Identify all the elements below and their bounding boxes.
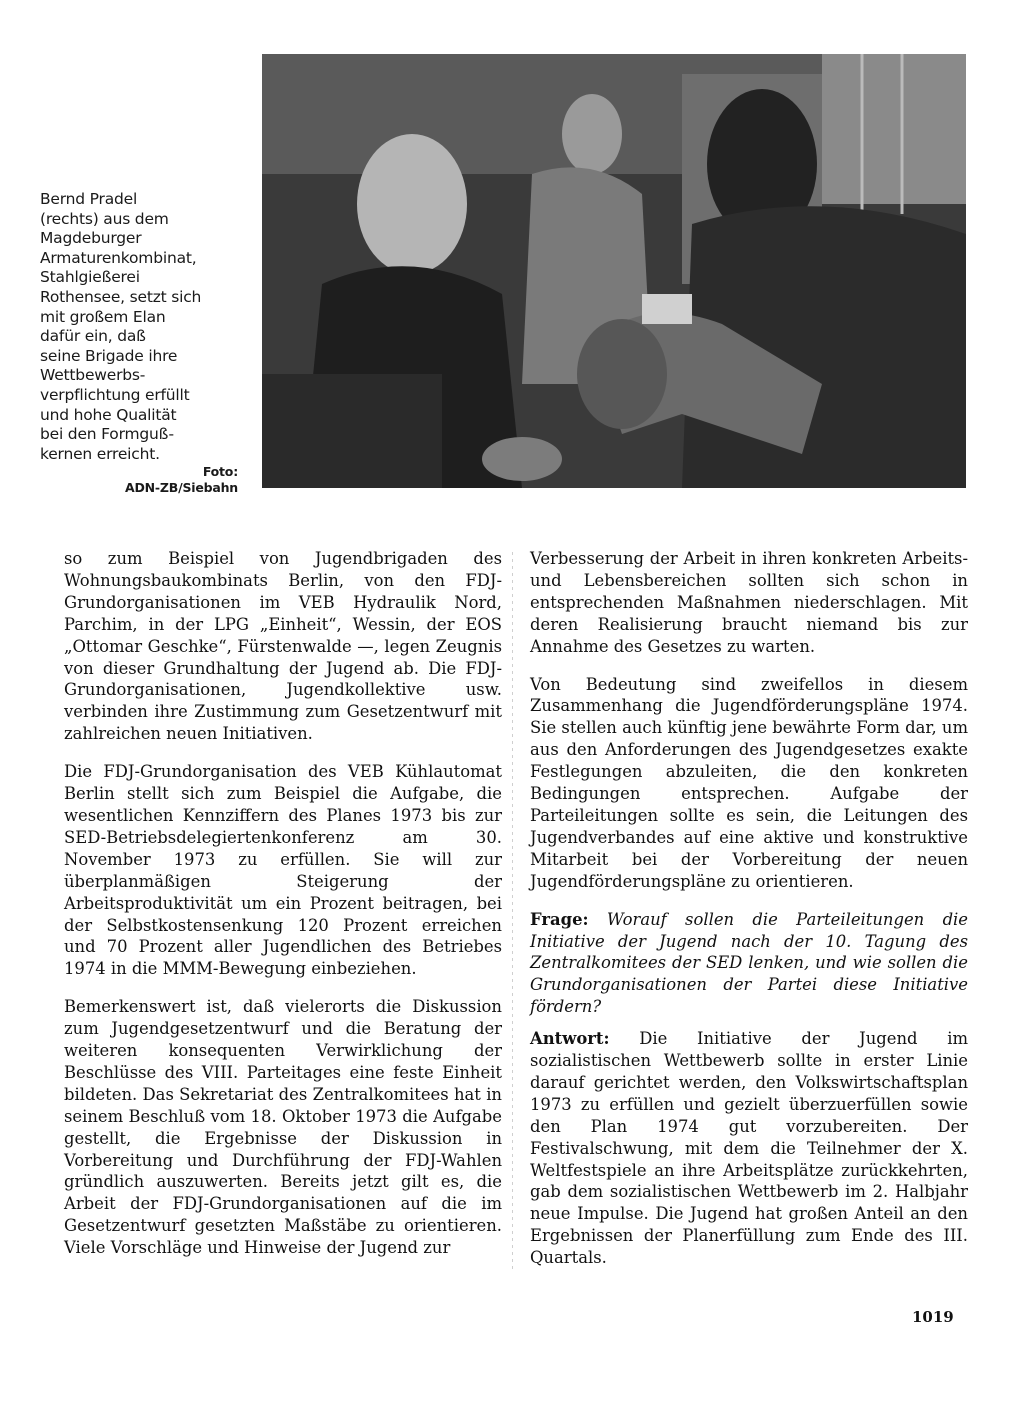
- question-label: Frage:: [530, 909, 589, 929]
- photo-credit-source: ADN-ZB/Siebahn: [124, 480, 238, 496]
- question-paragraph: [530, 909, 968, 1019]
- paragraph: Verbesserung der Arbeit in ihren konkreten Arbeits- und Lebensbereichen sollten sich schon in entsprechenden Maßnahmen niederschlagen. Mit deren Realisierung braucht niemand bis zur Annahme des Gesetzes zu warten.: [530, 549, 968, 656]
- page-number: 1019: [912, 1308, 954, 1326]
- paragraph: Die FDJ-Grundorganisation des VEB Kühlautomat Berlin stellt sich zum Beispiel die Aufgabe, die wesentlichen Kennziffern des Planes 1973 bis zur SED-Betriebsdelegiertenkonferenz am 30. November 1973 zu erfüllen. Sie will zur überplanmäßigen Steigerung der Arbeitsproduktivität um ein Prozent beitragen, bei der Selbstkostensenkung 120 Prozent erreichen und 70 Prozent aller Jugendlichen des Betriebes 1974 in die MMM-Bewegung einbeziehen.: [64, 762, 502, 979]
- answer-paragraph: [530, 1028, 968, 1269]
- photo-credit-label: Foto:: [202, 464, 238, 480]
- paragraph: so zum Beispiel von Jugendbrigaden des Wohnungsbaukombinats Berlin, von den FDJ-Grundorganisationen im VEB Hydraulik Nord, Parchim, in der LPG „Einheit“, Wessin, der EOS „Ottomar Geschke“, Fürstenwalde —, legen Zeugnis von dieser Grundhaltung der Jugend ab. Die FDJ-Grundorganisationen, Jugendkollektive usw. verbinden ihre Zustimmung zum Gesetzentwurf mit zahlreichen neuen Initiativen.: [64, 549, 502, 744]
- caption-line: bei den Formguß-: [40, 425, 174, 444]
- question-text: Worauf sollen die Parteileitungen die Initiative der Jugend nach der 10. Tagung des Zentralkomitees der SED lenken, und wie sollen die Grundorganisationen der Partei diese Initiative fördern?: [530, 909, 968, 1017]
- paragraph: Von Bedeutung sind zweifellos in diesem Zusammenhang die Jugendförderungspläne 1974. Sie stellen auch künftig jene bewährte Form dar, um aus den Anforderungen des Jugendgesetzes exakte Festlegungen abzuleiten, die den konkreten Bedingungen entsprechen. Aufgabe der Parteileitungen sollte es sein, die Leitungen des Jugendverbandes auf eine aktive und konstruktive Mitarbeit bei der Vorbereitung der neuen Jugendförderungspläne zu orientieren.: [530, 674, 968, 891]
- caption-line: (rechts) aus dem: [40, 209, 169, 228]
- caption-line: seine Brigade ihre: [40, 346, 178, 365]
- caption-line: Stahlgießerei: [40, 268, 140, 287]
- column-divider: [512, 552, 513, 1272]
- answer-text: Die Initiative der Jugend im sozialistischen Wettbewerb sollte in erster Linie darauf gerichtet werden, den Volkswirtschaftsplan 1973 zu erfüllen und gezielt überzuerfüllen sowie den Plan 1974 gut vorzubereiten. Der Festivalschwung, mit dem die Teilnehmer der X. Weltfestspiele an ihre Arbeitsplätze zurückkehrten, gab dem sozialistischen Wettbewerb im 2. Halbjahr neue Impulse. Die Jugend hat großen Anteil an den Ergebnissen der Planerfüllung zum Ende des III. Quartals.: [530, 1029, 968, 1268]
- caption-line: Bernd Pradel: [40, 190, 138, 208]
- answer-label: Antwort:: [530, 1029, 610, 1049]
- foundry-photo-illustration: [262, 54, 966, 488]
- caption-line: Magdeburger: [40, 229, 142, 248]
- left-column: [64, 548, 502, 1275]
- caption-line: verpflichtung erfüllt: [40, 385, 190, 404]
- photo-caption: [40, 190, 238, 496]
- caption-line: mit großem Elan: [40, 307, 166, 326]
- paragraph: Bemerkenswert ist, daß vielerorts die Diskussion zum Jugendgesetzentwurf und die Beratung der weiteren konsequenten Verwirklichung der Beschlüsse des VIII. Parteitages eine feste Einheit bildeten. Das Sekretariat des Zentralkomitees hat in seinem Beschluß vom 18. Oktober 1973 die Aufgabe gestellt, die Ergebnisse der Diskussion in Vorbereitung und Durchführung der FDJ-Wahlen gründlich auszuwerten. Bereits jetzt gilt es, die Arbeit der FDJ-Grundorganisationen auf die im Gesetzentwurf gesetzten Maßstäbe zu orientieren. Viele Vorschläge und Hinweise der Jugend zur: [64, 997, 502, 1258]
- caption-line: Rothensee, setzt sich: [40, 287, 202, 306]
- caption-line: kernen erreicht.: [40, 444, 160, 463]
- caption-line: dafür ein, daß: [40, 327, 146, 346]
- foundry-photo: [262, 54, 966, 488]
- caption-line: Wettbewerbs-: [40, 366, 146, 385]
- caption-line: und hohe Qualität: [40, 405, 177, 424]
- right-column: [530, 548, 968, 1285]
- caption-line: Armaturenkombinat,: [40, 248, 197, 267]
